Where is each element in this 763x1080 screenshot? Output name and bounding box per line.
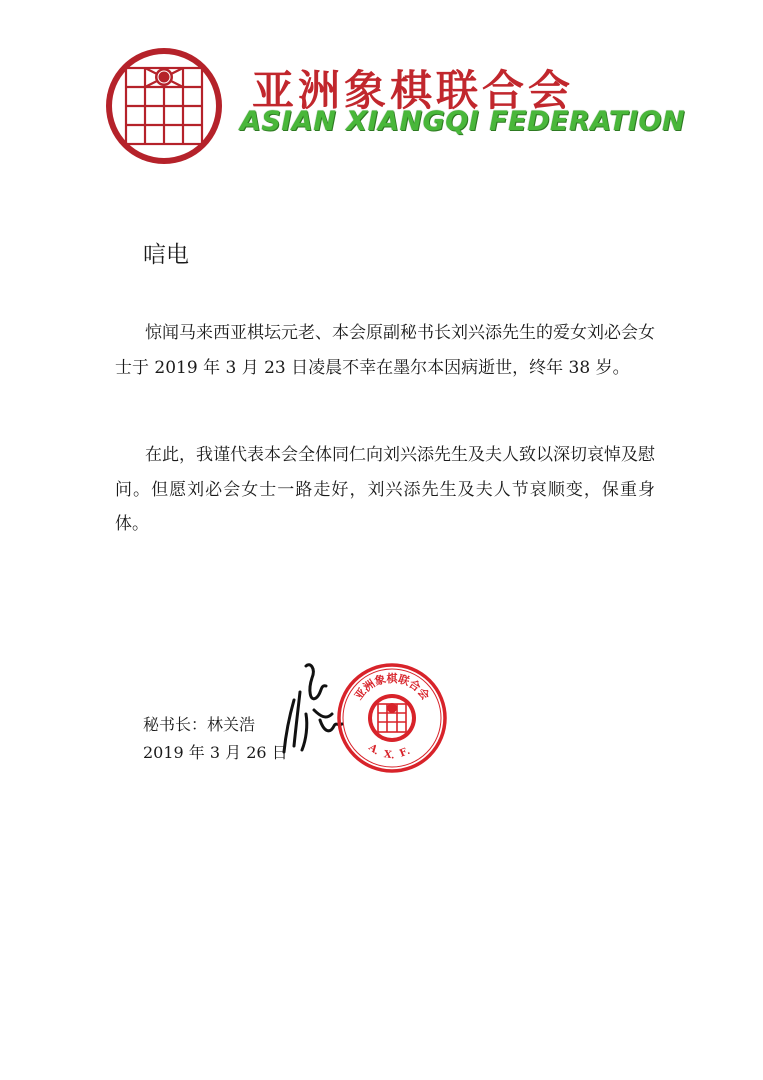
paragraph-condolence-news: 惊闻马来西亚棋坛元老、本会原副秘书长刘兴添先生的爱女刘必会女士于 2019 年 3 月 23 日凌晨不幸在墨尔本因病逝世，终年 38 岁。 xyxy=(115,323,655,378)
paragraph-condolence-message: 在此，我谨代表本会全体同仁向刘兴添先生及夫人致以深切哀悼及慰问。但愿刘必会女士一路走好，刘兴添先生及夫人节哀顺变，保重身体。 xyxy=(115,445,655,534)
seal-text-english: A．X．F． xyxy=(366,742,418,762)
seal-text-chinese: 亚洲象棋联合会 xyxy=(352,672,432,703)
document-title: 唁电 xyxy=(143,242,189,268)
org-name-chinese: 亚洲象棋联合会 xyxy=(252,66,575,115)
official-seal-icon xyxy=(336,662,448,774)
signature-date: 2019 年 3 月 26 日 xyxy=(143,743,288,762)
signer-line: 秘书长：林关浩 xyxy=(143,715,256,734)
svg-text:A．X．F． xyxy=(365,742,417,762)
xiangqi-board-logo-icon xyxy=(104,46,224,166)
org-name-english: ASIAN XIANGQI FEDERATION xyxy=(240,106,686,137)
